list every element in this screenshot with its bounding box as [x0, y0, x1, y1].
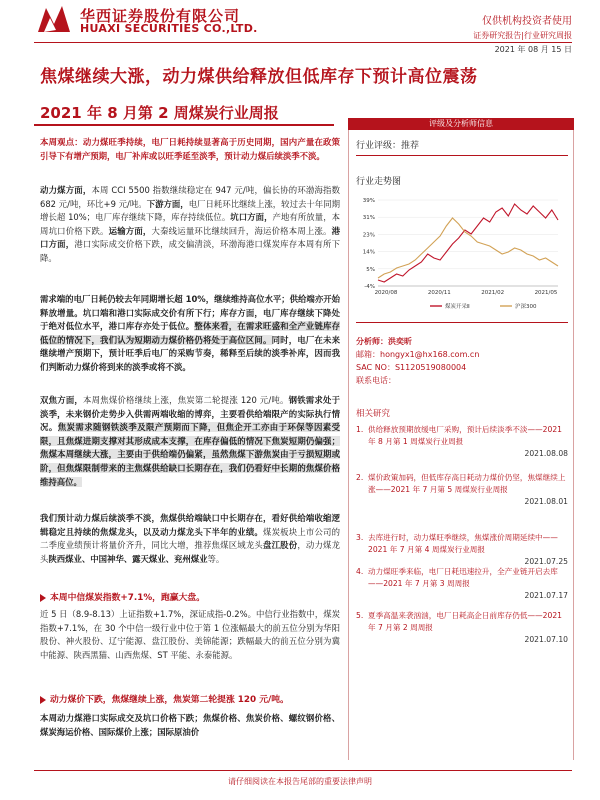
- related-link[interactable]: 夏季高温来袭汹汹，电厂日耗高企日前库存仍低——2021 年 7 月第 2 周周报: [368, 611, 562, 632]
- earnings-end: 等。: [207, 553, 225, 564]
- related-date: 2021.07.10: [524, 635, 568, 644]
- pithead-label: 坑口方面，: [230, 212, 273, 223]
- y-tick-label: 14%: [362, 249, 375, 256]
- related-item[interactable]: [356, 532, 568, 568]
- coke-text: 焦炭需求随钢铁淡季及限产预期而下降，但焦企开工亦由于环保等因素受限，且焦煤进期支撑对其形成成本支撑，在库存偏低的情况下焦炭短期仍偏强；: [40, 422, 341, 446]
- earnings-mid: ，动力煤龙头: [40, 540, 341, 564]
- page-title: 焦煤继续大涨，动力煤供给释放但低库存下预计高位震荡: [40, 67, 478, 87]
- recommendation-paragraph: [40, 512, 340, 566]
- coking-text: 本周焦煤价格继续上涨，焦炭第二轮提涨 120 元/吨。: [83, 395, 289, 405]
- related-num: 5.: [356, 611, 364, 620]
- steel-demand-text: 钢铁需求处于淡季，未来钢价走势步入供需两端收缩的博弈，主要看供给端限产的实际执行情况。: [40, 395, 340, 433]
- related-num: 3.: [356, 533, 364, 542]
- coking-coal-paragraph: [40, 394, 340, 489]
- weekly-price-text-a: 本周动力煤港口实际成交及坑口价格下跌；: [40, 713, 203, 723]
- related-num: 4.: [356, 567, 364, 576]
- sidebar-header-text: 评级及分析师信息: [429, 119, 493, 128]
- y-tick-label: 23%: [362, 232, 375, 239]
- related-date: 2021.08.08: [524, 449, 568, 458]
- related-date: 2021.07.25: [524, 557, 568, 566]
- related-date: 2021.07.17: [524, 591, 568, 600]
- brand-name-cn: 华西证券股份有限公司: [80, 7, 241, 25]
- y-tick-label: 39%: [362, 198, 375, 204]
- related-link[interactable]: 供给释放预期放缓电厂采购，预计后续淡季不淡——2021 年 8 月第 1 周煤炭行业周报: [368, 425, 562, 446]
- legend-label: 沪深300: [515, 304, 537, 310]
- transport-label: 运输方面，: [108, 225, 152, 236]
- related-research-title: 相关研究: [356, 409, 391, 419]
- stock-pick-2: 陕西煤业、中国神华、露天煤业、兖州煤业: [48, 553, 208, 564]
- demand-paragraph: [40, 293, 340, 375]
- price-bullet-text: 动力煤价下跌，焦煤继续上涨，焦炭第二轮提涨 120 元/吨。: [50, 695, 289, 705]
- related-item[interactable]: [356, 610, 568, 646]
- forecast-text: 我们预计动力煤后续淡季不淡，焦煤供给端缺口中长期存在，看好供给端收缩逻辑稳定且持续的焦煤龙头，以及动力煤龙头下半年的业绩。: [40, 513, 340, 537]
- legal-notice: 请仔细阅读在本报告尾部的重要法律声明: [228, 777, 372, 786]
- outlook-text: 整体来看，在需求旺盛和全产业链库存低位的情况下，我们认为短期动力煤价格仍将处于高位区间。: [40, 321, 340, 345]
- analyst-email: 邮箱：hongyx1@hx168.com.cn: [356, 350, 480, 359]
- report-type-tag: 证券研究报告|行业研究周报: [473, 31, 572, 40]
- sidebar-header: [348, 118, 574, 130]
- market-text: 近 5 日（8.9-8.13）上证指数+1.7%，深证成指-0.2%。中信行业指数中，煤炭指数+7.1%，在 30 个中信一级行业中位于第 1 位涨幅最大的前五位分别为华阳股份、神火股份、辽宁能源、盘江股份、美锦能源；跌幅最大的前五位分别为冀中能源、陕西黑猫、山西焦煤、ST 平能、永泰能源。: [40, 609, 340, 660]
- related-num: 2.: [356, 473, 364, 482]
- industry-rating: 行业评级：推荐: [356, 141, 420, 151]
- x-tick-label: 2020/11: [427, 290, 451, 296]
- trend-chart-title: 行业走势图: [356, 177, 402, 187]
- related-num: 1.: [356, 425, 364, 434]
- summary-paragraph: [40, 136, 340, 163]
- rating-divider: [356, 155, 568, 156]
- demand-text: 需求端的电厂日耗仍较去年同期增长超 10%，继续维持高位水平；供给端亦开始释放增量。: [40, 294, 340, 318]
- huaxi-logo-icon: [34, 4, 74, 34]
- port-text: 港口实际成交价格下跌，成交偏清淡，环渤海港口煤炭库存本周有所下降。: [40, 239, 341, 263]
- audience-tag: 仅供机构投资者使用: [482, 16, 572, 27]
- downstream-text: 电厂日耗环比继续上涨，较过去十年同期增长超 10%；电厂库存继续下降，库存持续低位。: [40, 198, 340, 223]
- earnings-text: 煤炭板块上市公司的二季度业绩预计将量价齐升，同比大增，推荐焦煤区域龙头: [40, 526, 341, 551]
- pithead-text: 产地有所放量，本周坑口价格下跌。: [40, 212, 341, 236]
- brand-name-en: HUAXI SECURITIES CO.,LTD.: [80, 22, 258, 35]
- price-bullet: [40, 692, 289, 705]
- port-label: 港口方面，: [40, 225, 341, 250]
- related-item[interactable]: [356, 472, 568, 508]
- summary-text: 本周观点：动力煤旺季持续，电厂日耗持续显著高于历史同期，国内产量在政策引导下有增产预期，电厂补库或以旺季延至淡季，预计动力煤后续淡季不淡。: [40, 137, 340, 161]
- thermal-coal-paragraph: [40, 184, 340, 266]
- y-tick-label: 31%: [362, 215, 375, 222]
- y-tick-label: -4%: [364, 284, 375, 290]
- downstream-label: 下游方面，: [146, 198, 189, 209]
- coking-label: 双焦方面，: [40, 395, 84, 405]
- related-link[interactable]: 动力煤旺季来临，电厂日耗迅速拉升，全产业链开启去库——2021 年 7 月第 3 周周报: [368, 567, 558, 588]
- weekly-price-paragraph: [40, 712, 340, 739]
- coking-coal-text: 焦煤本周继续大涨，主要由于供给端仍偏紧，虽然焦煤下游焦炭由于亏损短期或阶，但焦煤限制带来的主焦煤供给缺口长期存在，我们仍看好中长期的焦煤价格维持高位。: [40, 449, 340, 487]
- related-item[interactable]: [356, 424, 568, 460]
- offseason-text: 同时，电厂在未来继续增产预期下，预计旺季后电厂的采购节奏，稀释至后续的淡季补库，因而我们判断动力煤价将到来的淡季或将不淡。: [40, 334, 341, 372]
- index-bullet-text: 本周中信煤炭指数+7.1%，跑赢大盘。: [50, 593, 205, 603]
- analyst-sac: SAC NO：S1120519080004: [356, 363, 467, 372]
- analyst-name: 分析师：洪奕昕: [356, 337, 412, 346]
- chart-divider: [356, 322, 568, 323]
- page-subtitle: 2021 年 8 月第 2 周煤炭行业周报: [40, 104, 279, 122]
- thermal-coal-label: 动力煤方面，: [40, 185, 92, 195]
- market-paragraph: [40, 608, 340, 662]
- stock-pick-1: 盘江股份: [263, 540, 298, 551]
- series-line-1: [378, 204, 558, 282]
- arrow-right-icon: [40, 696, 46, 704]
- trend-chart-svg: [352, 190, 572, 316]
- thermal-coal-text: 本周 CCI 5500 指数继续稳定在 947 元/吨，偏长协的环渤海指数 682 元/吨，环比+9 元/吨。: [40, 185, 340, 209]
- related-date: 2021.08.01: [524, 497, 568, 506]
- report-date: 2021 年 08 月 15 日: [494, 45, 572, 54]
- legend-label: 煤炭开采Ⅱ: [445, 304, 470, 310]
- x-tick-label: 2021/05: [534, 290, 558, 296]
- related-item[interactable]: [356, 566, 568, 602]
- arrow-right-icon: [40, 594, 46, 602]
- trend-chart: [352, 190, 572, 316]
- weekly-price-text-b: 焦煤价格、焦炭价格、螺纹钢价格、煤炭海运价格、国际煤价上涨；国际原油价: [40, 713, 340, 737]
- analyst-phone: 联系电话：: [356, 376, 396, 385]
- x-tick-label: 2021/02: [481, 290, 505, 296]
- footer-divider: [34, 770, 572, 771]
- related-link[interactable]: 煤价政策加码，但低库存高日耗动力煤价仍坚，焦煤继续上涨——2021 年 7 月第 5 周煤炭行业周报: [368, 473, 566, 494]
- related-link[interactable]: 去库进行时，动力煤旺季继续，焦煤涨价周期延续中——2021 年 7 月第 4 周煤炭行业周报: [368, 533, 558, 554]
- transport-text: 大秦线运量环比继续回升，海运价格本周上涨。: [151, 225, 332, 236]
- y-tick-label: 5%: [366, 266, 375, 273]
- title-divider: [34, 124, 334, 126]
- x-tick-label: 2020/08: [374, 290, 398, 296]
- price-inventory-text: 坑口端和港口实际成交价有所下行；库存方面，电厂库存继续下降处于绝对低位水平，港口库存亦处于低位。: [40, 307, 341, 332]
- index-bullet: [40, 590, 205, 603]
- header-divider: [34, 42, 572, 43]
